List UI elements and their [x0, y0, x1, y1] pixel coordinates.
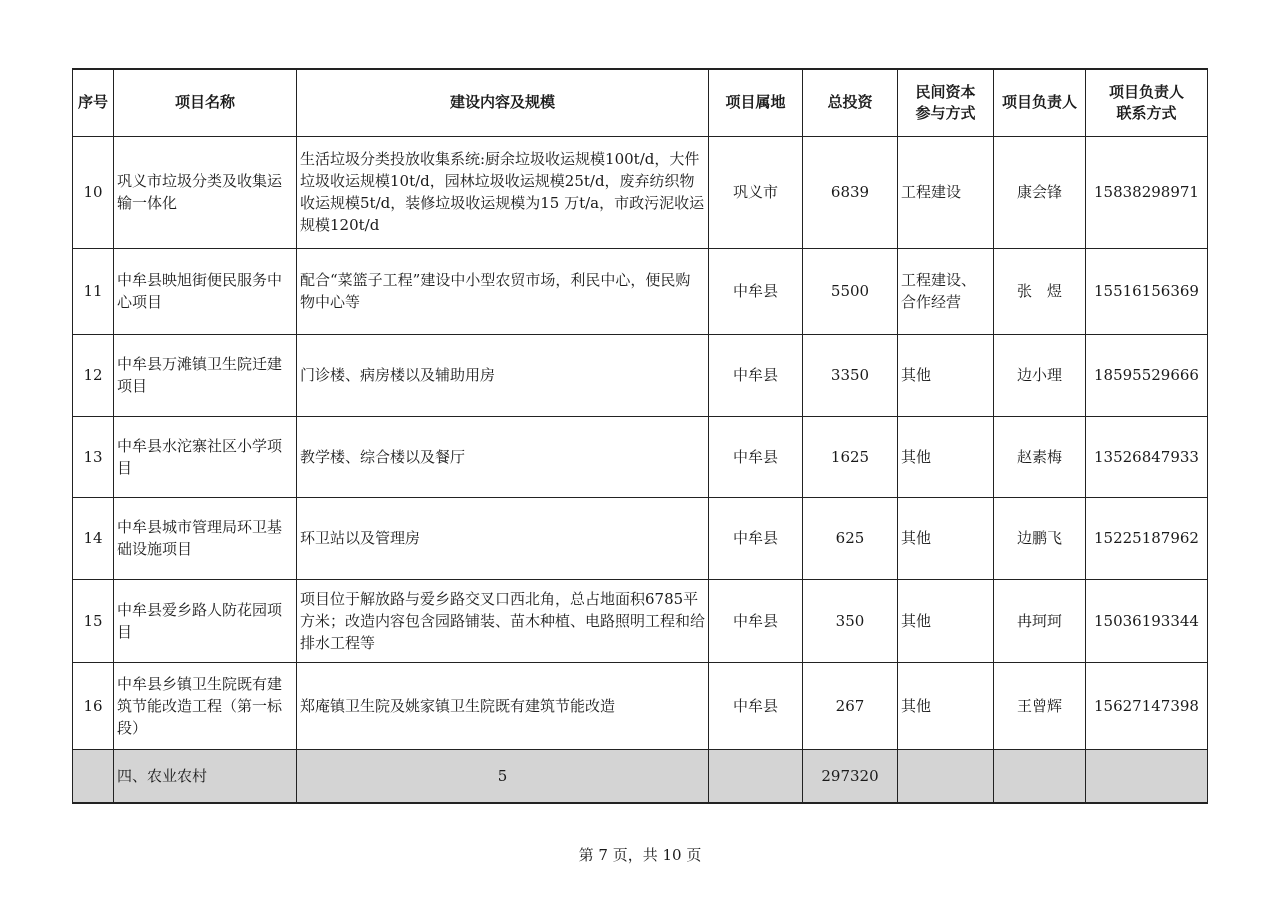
header-name: 项目名称	[114, 69, 297, 136]
leader-phone: 15627147398	[1086, 662, 1208, 749]
project-leader: 张 煜	[994, 248, 1086, 334]
project-investment: 625	[803, 497, 898, 579]
project-investment: 1625	[803, 416, 898, 497]
row-number: 16	[73, 662, 114, 749]
investment-mode: 其他	[898, 497, 994, 579]
project-location: 中牟县	[709, 497, 803, 579]
total-investment: 297320	[803, 749, 898, 803]
project-location: 中牟县	[709, 248, 803, 334]
header-no: 序号	[73, 69, 114, 136]
leader-phone: 15036193344	[1086, 579, 1208, 662]
table-row	[73, 416, 1208, 497]
project-location: 中牟县	[709, 579, 803, 662]
investment-mode: 工程建设、合作经营	[898, 248, 994, 334]
table-row	[73, 662, 1208, 749]
investment-mode: 其他	[898, 662, 994, 749]
project-name: 中牟县水沱寨社区小学项目	[114, 416, 297, 497]
header-investment: 总投资	[803, 69, 898, 136]
leader-phone: 15838298971	[1086, 136, 1208, 248]
row-number: 11	[73, 248, 114, 334]
row-number: 10	[73, 136, 114, 248]
project-name: 中牟县城市管理局环卫基础设施项目	[114, 497, 297, 579]
project-location: 中牟县	[709, 416, 803, 497]
total-no	[73, 749, 114, 803]
table-row	[73, 136, 1208, 248]
project-location: 中牟县	[709, 662, 803, 749]
leader-phone: 15225187962	[1086, 497, 1208, 579]
table-row	[73, 334, 1208, 416]
project-content: 门诊楼、病房楼以及辅助用房	[297, 334, 709, 416]
header-content: 建设内容及规模	[297, 69, 709, 136]
total-location	[709, 749, 803, 803]
project-table	[72, 68, 1208, 804]
project-content: 配合“菜篮子工程”建设中小型农贸市场，利民中心，便民购物中心等	[297, 248, 709, 334]
project-location: 巩义市	[709, 136, 803, 248]
leader-phone: 13526847933	[1086, 416, 1208, 497]
leader-phone: 15516156369	[1086, 248, 1208, 334]
row-number: 13	[73, 416, 114, 497]
project-investment: 6839	[803, 136, 898, 248]
project-leader: 康会锋	[994, 136, 1086, 248]
project-name: 中牟县乡镇卫生院既有建筑节能改造工程（第一标段）	[114, 662, 297, 749]
row-number: 12	[73, 334, 114, 416]
row-number: 14	[73, 497, 114, 579]
project-content: 郑庵镇卫生院及姚家镇卫生院既有建筑节能改造	[297, 662, 709, 749]
project-name: 中牟县爱乡路人防花园项目	[114, 579, 297, 662]
investment-mode: 其他	[898, 579, 994, 662]
header-location: 项目属地	[709, 69, 803, 136]
total-mode	[898, 749, 994, 803]
project-name: 中牟县映旭街便民服务中心项目	[114, 248, 297, 334]
project-content: 生活垃圾分类投放收集系统:厨余垃圾收运规模100t/d，大件垃圾收运规模10t/d，园林垃圾收运规模25t/d，废弃纺织物收运规模5t/d，装修垃圾收运规模为15 万t/a，市政污泥收运规模120t/d	[297, 136, 709, 248]
project-leader: 赵素梅	[994, 416, 1086, 497]
project-content: 环卫站以及管理房	[297, 497, 709, 579]
project-investment: 3350	[803, 334, 898, 416]
leader-phone: 18595529666	[1086, 334, 1208, 416]
project-leader: 王曾辉	[994, 662, 1086, 749]
table-row	[73, 497, 1208, 579]
total-leader	[994, 749, 1086, 803]
total-name: 四、农业农村	[114, 749, 297, 803]
header-leader: 项目负责人	[994, 69, 1086, 136]
total-row	[73, 749, 1208, 803]
project-leader: 边小理	[994, 334, 1086, 416]
project-content: 项目位于解放路与爱乡路交叉口西北角，总占地面积6785平方米；改造内容包含园路铺装、苗木种植、电路照明工程和给排水工程等	[297, 579, 709, 662]
project-name: 巩义市垃圾分类及收集运输一体化	[114, 136, 297, 248]
header-mode: 民间资本 参与方式	[898, 69, 994, 136]
total-count: 5	[297, 749, 709, 803]
investment-mode: 工程建设	[898, 136, 994, 248]
project-investment: 350	[803, 579, 898, 662]
header-phone: 项目负责人 联系方式	[1086, 69, 1208, 136]
project-name: 中牟县万滩镇卫生院迁建项目	[114, 334, 297, 416]
project-leader: 冉珂珂	[994, 579, 1086, 662]
project-investment: 5500	[803, 248, 898, 334]
row-number: 15	[73, 579, 114, 662]
total-phone	[1086, 749, 1208, 803]
project-location: 中牟县	[709, 334, 803, 416]
table-row	[73, 579, 1208, 662]
investment-mode: 其他	[898, 416, 994, 497]
page-footer: 第 7 页，共 10 页	[578, 846, 702, 864]
project-leader: 边鹏飞	[994, 497, 1086, 579]
header-row	[73, 69, 1208, 136]
project-content: 教学楼、综合楼以及餐厅	[297, 416, 709, 497]
project-investment: 267	[803, 662, 898, 749]
investment-mode: 其他	[898, 334, 994, 416]
table-row	[73, 248, 1208, 334]
